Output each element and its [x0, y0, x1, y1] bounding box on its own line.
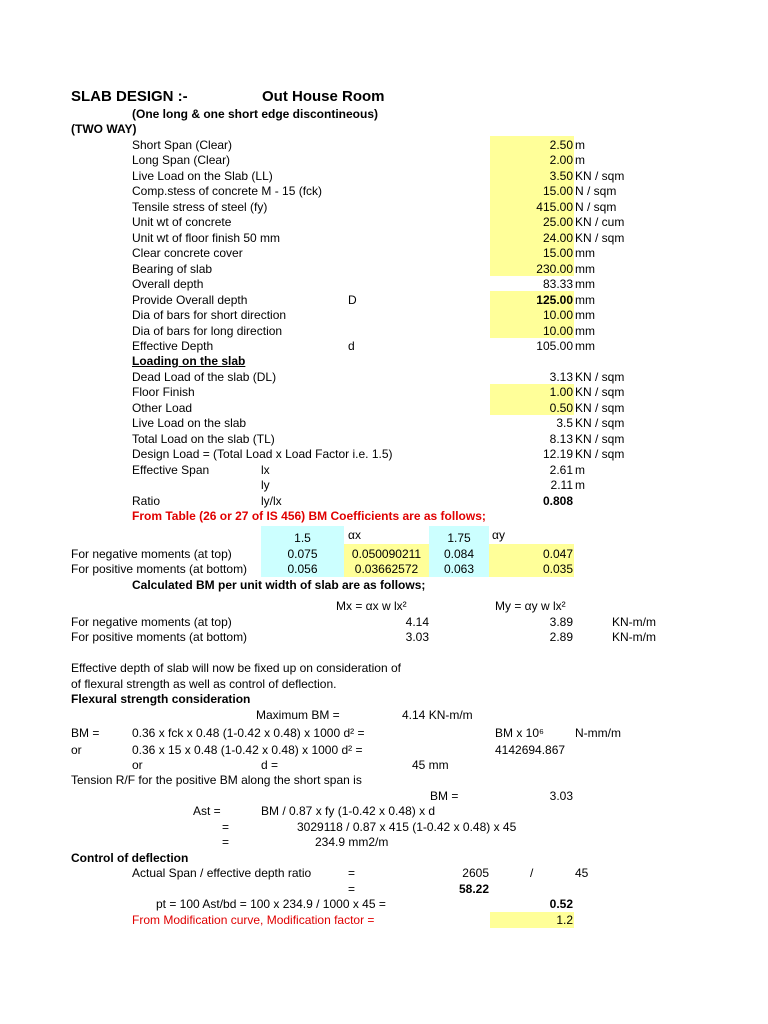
bm-pos-my: 2.89: [549, 630, 573, 644]
input-value[interactable]: 25.00: [542, 215, 573, 229]
input-value[interactable]: 230.00: [536, 262, 573, 276]
load-value: 3.5: [556, 416, 573, 430]
equals-sign: =: [222, 820, 230, 834]
input-value: 105.00: [536, 339, 573, 353]
input-unit: mm: [575, 246, 595, 260]
coef-header-1: 1.5: [294, 531, 311, 545]
bm-equation-label: BM =: [71, 726, 100, 740]
span-value: 2605: [462, 866, 489, 880]
input-unit: mm: [575, 262, 595, 276]
input-unit: mm: [575, 293, 595, 307]
d-value: 45 mm: [412, 758, 449, 772]
paragraph-line: Effective depth of slab will now be fixed up on consideration of: [71, 661, 401, 675]
coef-cell[interactable]: 0.056: [287, 562, 318, 576]
load-value[interactable]: 0.50: [549, 401, 573, 415]
paragraph-line: of flexural strength as well as control of deflection.: [71, 677, 337, 691]
load-label: Floor Finish: [132, 385, 195, 399]
input-label: Unit wt of floor finish 50 mm: [132, 231, 281, 245]
max-bm-label: Maximum BM =: [256, 708, 340, 722]
input-label: Overall depth: [132, 277, 204, 291]
load-label: Total Load on the slab (TL): [132, 432, 275, 446]
input-unit: KN / sqm: [575, 169, 625, 183]
input-unit: mm: [575, 277, 595, 291]
ly-value: 2.11: [550, 478, 573, 492]
ratio-symbol: ly/lx: [261, 494, 282, 508]
ast-formula-2: 3029118 / 0.87 x 415 (1-0.42 x 0.48) x 45: [297, 820, 517, 834]
input-unit: N / sqm: [575, 184, 617, 198]
input-value[interactable]: 10.00: [542, 308, 573, 322]
load-value: 12.19: [542, 447, 573, 461]
input-value[interactable]: 3.50: [549, 169, 573, 183]
load-unit: KN / sqm: [575, 416, 625, 430]
input-label: Tensile stress of steel (fy): [132, 200, 268, 214]
coef-pos-label: For positive moments (at bottom): [71, 562, 248, 576]
load-label: Live Load on the slab: [132, 416, 247, 430]
load-value[interactable]: 1.00: [549, 385, 573, 399]
input-label: Short Span (Clear): [132, 138, 233, 152]
pt-formula: pt = 100 Ast/bd = 100 x 234.9 / 1000 x 45 =: [156, 897, 386, 911]
ratio-label: Ratio: [132, 494, 161, 508]
effective-span-label: Effective Span: [132, 463, 210, 477]
load-unit: KN / sqm: [575, 370, 625, 384]
input-value[interactable]: 15.00: [542, 246, 573, 260]
bm2-label: BM =: [430, 789, 459, 803]
input-value[interactable]: 125.00: [536, 293, 573, 307]
bm-pos-label: For positive moments (at bottom): [71, 630, 248, 644]
loading-heading: Loading on the slab: [132, 354, 246, 368]
equals-sign: =: [348, 882, 356, 896]
input-unit: N / sqm: [575, 200, 617, 214]
equals-sign: =: [348, 866, 356, 880]
coef-cell[interactable]: 0.050090211: [351, 547, 422, 561]
input-value[interactable]: 2.00: [549, 153, 573, 167]
input-label: Comp.stess of concrete M - 15 (fck): [132, 184, 323, 198]
input-label: Dia of bars for long direction: [132, 324, 283, 338]
slab-type: (TWO WAY): [71, 122, 137, 136]
bm-neg-label: For negative moments (at top): [71, 615, 232, 629]
bm-formula: 0.36 x fck x 0.48 (1-0.42 x 0.48) x 1000 d² =: [132, 726, 365, 740]
modification-value[interactable]: 1.2: [556, 913, 573, 927]
max-bm-value: 4.14 KN-m/m: [402, 708, 473, 722]
alpha-y-label: αy: [492, 528, 505, 542]
pt-value: 0.52: [549, 897, 573, 911]
coef-cell[interactable]: 0.047: [542, 547, 573, 561]
input-label: Unit wt of concrete: [132, 215, 232, 229]
input-unit: mm: [575, 339, 595, 353]
input-value: 83.33: [542, 277, 573, 291]
coef-cell[interactable]: 0.084: [443, 547, 475, 561]
coef-neg-label: For negative moments (at top): [71, 547, 232, 561]
bm-value-2: 4142694.867: [495, 743, 566, 757]
coef-cell[interactable]: 0.035: [542, 562, 573, 576]
equals-sign: =: [222, 835, 230, 849]
coef-cell[interactable]: 0.03662572: [354, 562, 419, 576]
bm-pos-mx: 3.03: [405, 630, 429, 644]
load-label: Dead Load of the slab (DL): [132, 370, 277, 384]
input-unit: KN / sqm: [575, 231, 625, 245]
load-value: 8.13: [549, 432, 573, 446]
ly-label: ly: [261, 478, 270, 492]
bm-times-factor: BM x 10⁶: [495, 726, 544, 740]
or-label: or: [71, 743, 82, 757]
ast-label: Ast =: [193, 804, 221, 818]
or-label: or: [132, 758, 143, 772]
sheet-subtitle: Out House Room: [262, 88, 385, 105]
input-value[interactable]: 15.00: [542, 184, 573, 198]
load-unit: KN / sqm: [575, 385, 625, 399]
flexural-heading: Flexural strength consideration: [71, 692, 251, 706]
input-label: Clear concrete cover: [132, 246, 243, 260]
input-label: Bearing of slab: [132, 262, 213, 276]
ly-unit: m: [575, 478, 585, 492]
load-label: Design Load = (Total Load x Load Factor i.e. 1.5): [132, 447, 393, 461]
load-unit: KN / sqm: [575, 401, 625, 415]
condition: (One long & one short edge discontineous): [132, 107, 379, 121]
input-value[interactable]: 24.00: [542, 231, 573, 245]
input-label: Provide Overall depth: [132, 293, 248, 307]
alpha-x-label: αx: [348, 528, 361, 542]
input-unit: KN / cum: [575, 215, 625, 229]
input-unit: m: [575, 138, 585, 152]
sheet-title: SLAB DESIGN :-: [71, 88, 188, 105]
input-symbol: d: [348, 339, 355, 353]
bm-heading: Calculated BM per unit width of slab are as follows;: [132, 578, 426, 592]
ast-formula: BM / 0.87 x fy (1-0.42 x 0.48) x d: [261, 804, 436, 818]
input-value[interactable]: 2.50: [549, 138, 573, 152]
lx-unit: m: [575, 463, 585, 477]
bm2-value: 3.03: [549, 789, 573, 803]
input-unit: mm: [575, 308, 595, 322]
mx-formula: Mx = αx w lx²: [336, 599, 407, 613]
lx-label: lx: [261, 463, 270, 477]
bm-formula-2: 0.36 x 15 x 0.48 (1-0.42 x 0.48) x 1000 d² =: [132, 743, 363, 757]
bm-pos-unit: KN-m/m: [612, 630, 656, 644]
tension-text: Tension R/F for the positive BM along the short span is: [71, 773, 362, 787]
table-note: From Table (26 or 27 of IS 456) BM Coefficients are as follows;: [132, 509, 486, 523]
load-unit: KN / sqm: [575, 447, 625, 461]
load-label: Other Load: [132, 401, 193, 415]
load-unit: KN / sqm: [575, 432, 625, 446]
input-label: Live Load on the Slab (LL): [132, 169, 273, 183]
modification-label: From Modification curve, Modification factor =: [132, 913, 375, 927]
load-value: 3.13: [549, 370, 573, 384]
divide-sign: /: [530, 866, 534, 880]
input-value[interactable]: 10.00: [542, 324, 573, 338]
input-symbol: D: [348, 293, 357, 307]
coef-cell[interactable]: 0.075: [287, 547, 318, 561]
input-unit: m: [575, 153, 585, 167]
deflection-heading: Control of deflection: [71, 851, 189, 865]
lx-value: 2.61: [549, 463, 573, 477]
coef-cell[interactable]: 0.063: [443, 562, 475, 576]
ratio-value: 0.808: [542, 494, 573, 508]
depth-value: 45: [575, 866, 589, 880]
input-label: Long Span (Clear): [132, 153, 231, 167]
span-depth-label: Actual Span / effective depth ratio: [132, 866, 312, 880]
coef-header-2: 1.75: [447, 531, 471, 545]
bm-neg-mx: 4.14: [405, 615, 429, 629]
input-value[interactable]: 415.00: [536, 200, 573, 214]
bm-unit: N-mm/m: [575, 726, 621, 740]
span-depth-ratio: 58.22: [458, 882, 489, 896]
bm-neg-unit: KN-m/m: [612, 615, 656, 629]
input-label: Dia of bars for short direction: [132, 308, 287, 322]
input-label: Effective Depth: [132, 339, 214, 353]
d-label: d =: [261, 758, 279, 772]
bm-neg-my: 3.89: [549, 615, 573, 629]
my-formula: My = αy w lx²: [495, 599, 566, 613]
input-unit: mm: [575, 324, 595, 338]
ast-result: 234.9 mm2/m: [315, 835, 389, 849]
